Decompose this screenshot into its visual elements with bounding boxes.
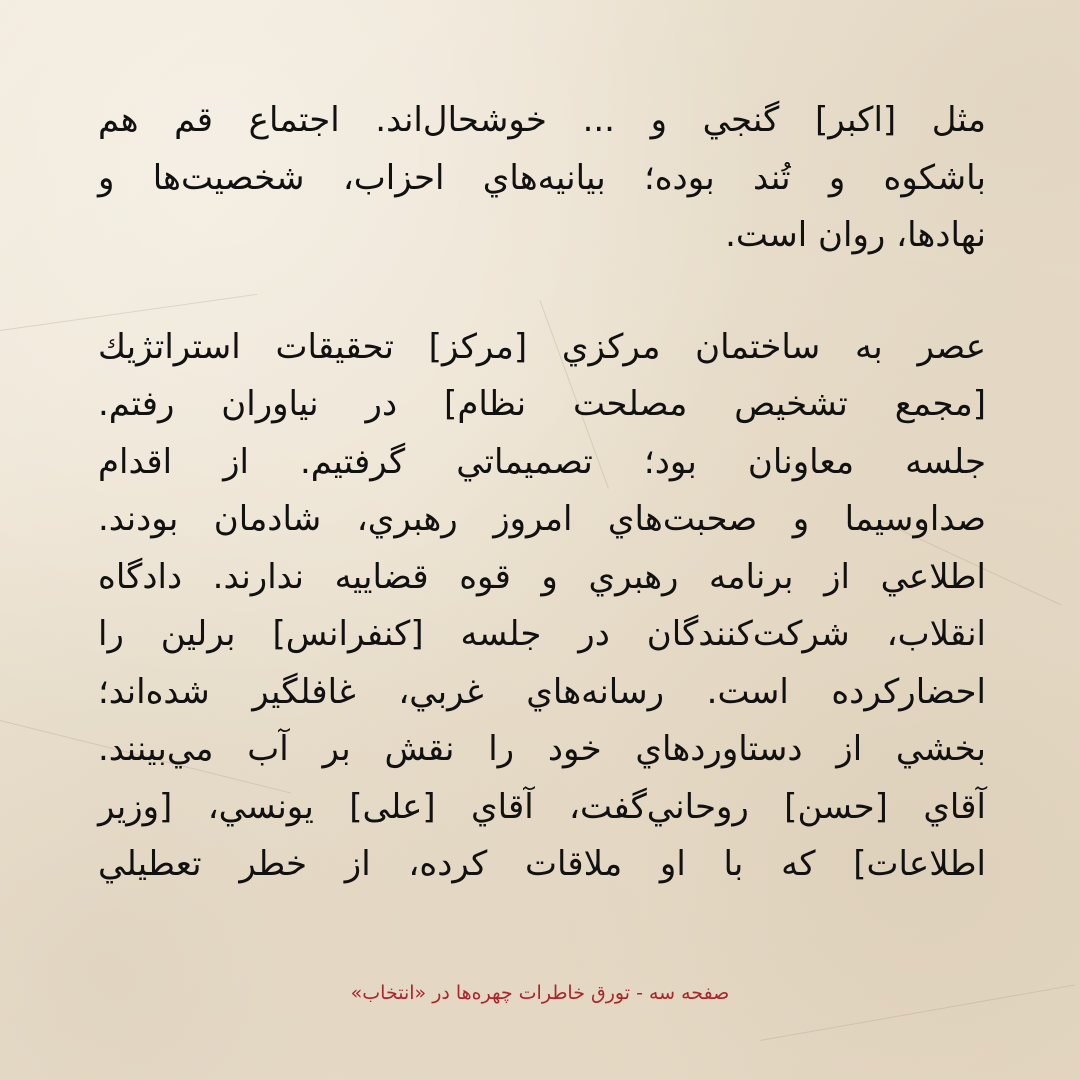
diary-page (98, 92, 986, 894)
paragraph-gap (98, 265, 986, 319)
text-line: نهادها، روان است. (725, 215, 986, 255)
footer-caption: صفحه سه - تورق خاطرات چهره‌ها در «انتخاب» (350, 982, 730, 1004)
paragraph-2 (98, 319, 986, 894)
text-line: بخشي از دستاوردهاي خود را نقش بر آب مي‌بينند. (98, 729, 986, 769)
text-line: [مجمع تشخيص مصلحت نظام] در نياوران رفتم. (98, 384, 986, 424)
text-line: عصر به ساختمان مرکزي [مرکز] تحقيقات استراتژيك (98, 326, 986, 367)
text-line: احضارکرده است. رسانه‌هاي غربي، غافلگير شده‌اند؛ (98, 671, 986, 712)
text-line: اطلاعي از برنامه رهبري و قوه قضاييه ندارند. دادگاه (98, 556, 986, 597)
text-line: مثل [اکبر] گنجي و ... خوشحال‌اند. اجتماع قم هم (98, 100, 986, 140)
paragraph-1 (98, 92, 986, 265)
text-line: جلسه معاونان بود؛ تصميماتي گرفتيم. از اقدام (98, 441, 986, 482)
text-line: باشکوه و تُند بوده؛ بيانيه‌هاي احزاب، شخصيت‌ها و (98, 157, 986, 198)
text-line: اطلاعات] که با او ملاقات کرده، از خطر تعطيلي (98, 844, 986, 884)
text-line: آقاي [حسن] روحاني‌گفت، آقاي [علی] يونسي، [وزير (98, 786, 986, 827)
text-line: صداوسيما و صحبت‌هاي امروز رهبري، شادمان بودند. (98, 499, 986, 539)
text-line: انقلاب، شرکت‌کنندگان در جلسه [کنفرانس] برلين را (98, 614, 986, 654)
